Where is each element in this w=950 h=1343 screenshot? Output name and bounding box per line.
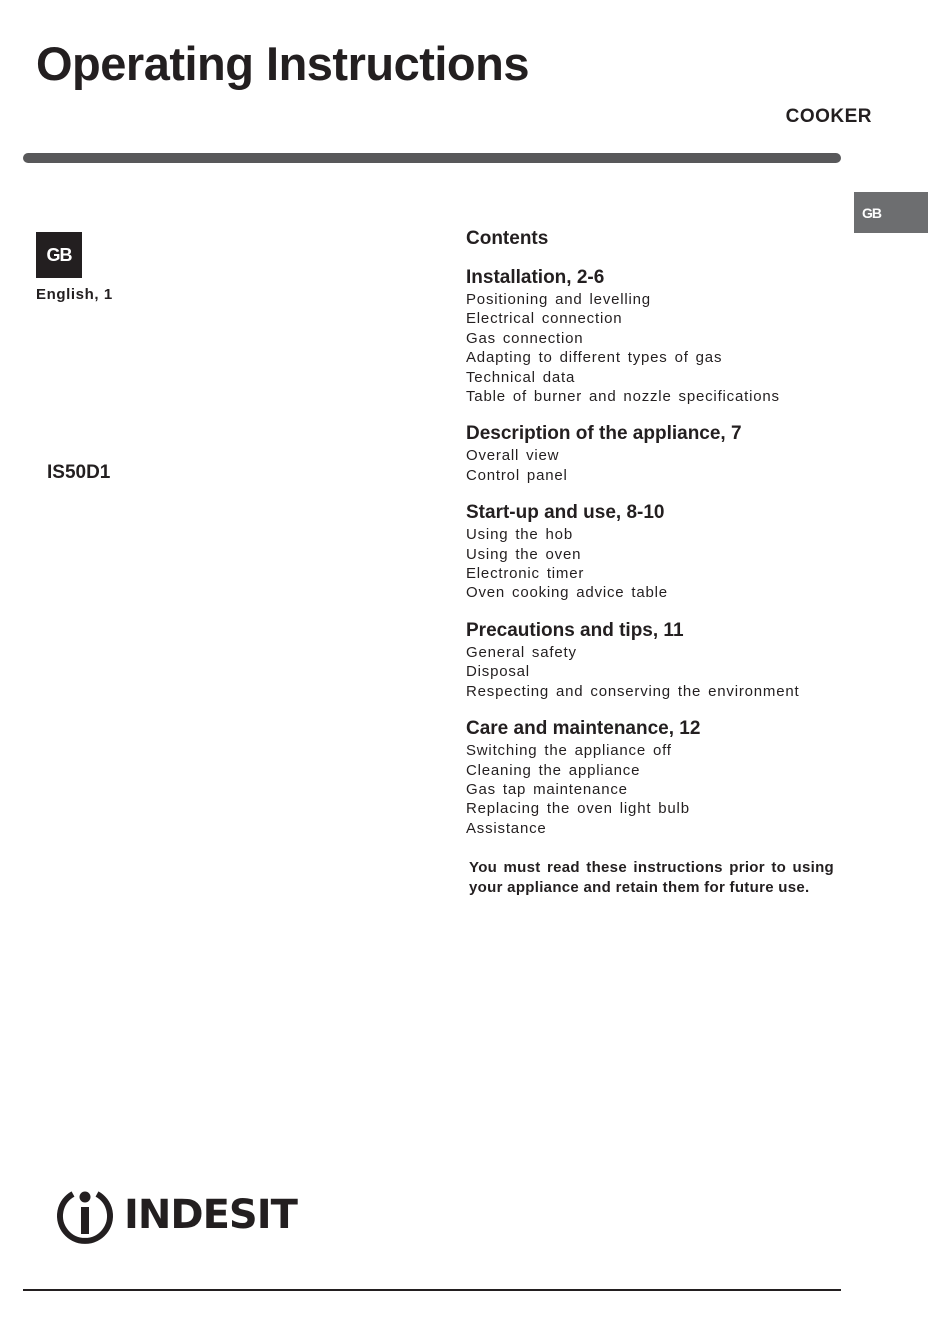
contents-section	[466, 422, 846, 485]
indesit-logo-icon	[54, 1184, 116, 1246]
section-item[interactable]: General safety	[466, 643, 577, 661]
product-type: COOKER	[785, 106, 872, 127]
section-item[interactable]: Replacing the oven light bulb	[466, 800, 690, 818]
table-of-contents	[466, 227, 846, 854]
section-item[interactable]: Control panel	[466, 466, 568, 484]
section-item-list	[466, 525, 846, 603]
section-item[interactable]: Oven cooking advice table	[466, 584, 668, 602]
section-item[interactable]: Electronic timer	[466, 565, 585, 583]
section-title[interactable]: Installation, 2-6	[466, 267, 605, 288]
section-item[interactable]: Assistance	[466, 819, 547, 837]
brand-wordmark: INDESIT	[124, 1192, 297, 1238]
section-item[interactable]: Switching the appliance off	[466, 742, 672, 760]
section-item[interactable]: Respecting and conserving the environment	[466, 682, 800, 700]
model-number: IS50D1	[47, 462, 111, 483]
language-side-tab[interactable]: GB	[854, 192, 928, 233]
section-item[interactable]: Gas tap maintenance	[466, 780, 628, 798]
section-item[interactable]: Positioning and levelling	[466, 291, 651, 308]
section-item-list	[466, 643, 846, 701]
language-page-ref[interactable]: English, 1	[36, 286, 113, 303]
section-item[interactable]: Gas connection	[466, 329, 584, 347]
section-item-list	[466, 290, 846, 406]
section-item[interactable]: Table of burner and nozzle specifications	[466, 388, 780, 406]
section-item-list	[466, 741, 846, 838]
contents-section	[466, 501, 846, 603]
contents-section	[466, 619, 846, 701]
section-title[interactable]: Description of the appliance, 7	[466, 423, 742, 445]
section-item[interactable]: Cleaning the appliance	[466, 761, 641, 779]
contents-section	[466, 266, 846, 406]
section-title[interactable]: Care and maintenance, 12	[466, 718, 701, 740]
language-badge: GB	[36, 232, 82, 278]
contents-section	[466, 717, 846, 838]
section-title[interactable]: Precautions and tips, 11	[466, 619, 684, 641]
section-item[interactable]: Using the oven	[466, 545, 582, 563]
section-item[interactable]: Using the hob	[466, 526, 573, 544]
page-title: Operating Instructions	[36, 37, 529, 90]
contents-heading: Contents	[466, 228, 549, 249]
section-item[interactable]: Technical data	[466, 368, 576, 386]
section-item-list	[466, 446, 846, 485]
section-item[interactable]: Adapting to different types of gas	[466, 349, 723, 367]
brand-logo	[54, 1184, 297, 1246]
section-item[interactable]: Electrical connection	[466, 310, 623, 328]
section-title[interactable]: Start-up and use, 8-10	[466, 502, 665, 524]
header-divider	[23, 153, 841, 163]
section-item[interactable]: Overall view	[466, 447, 560, 465]
section-item[interactable]: Disposal	[466, 663, 530, 681]
read-instructions-notice: You must read these instructions prior to using your appliance and retain them for future use.	[469, 859, 834, 896]
footer-divider	[23, 1289, 841, 1291]
